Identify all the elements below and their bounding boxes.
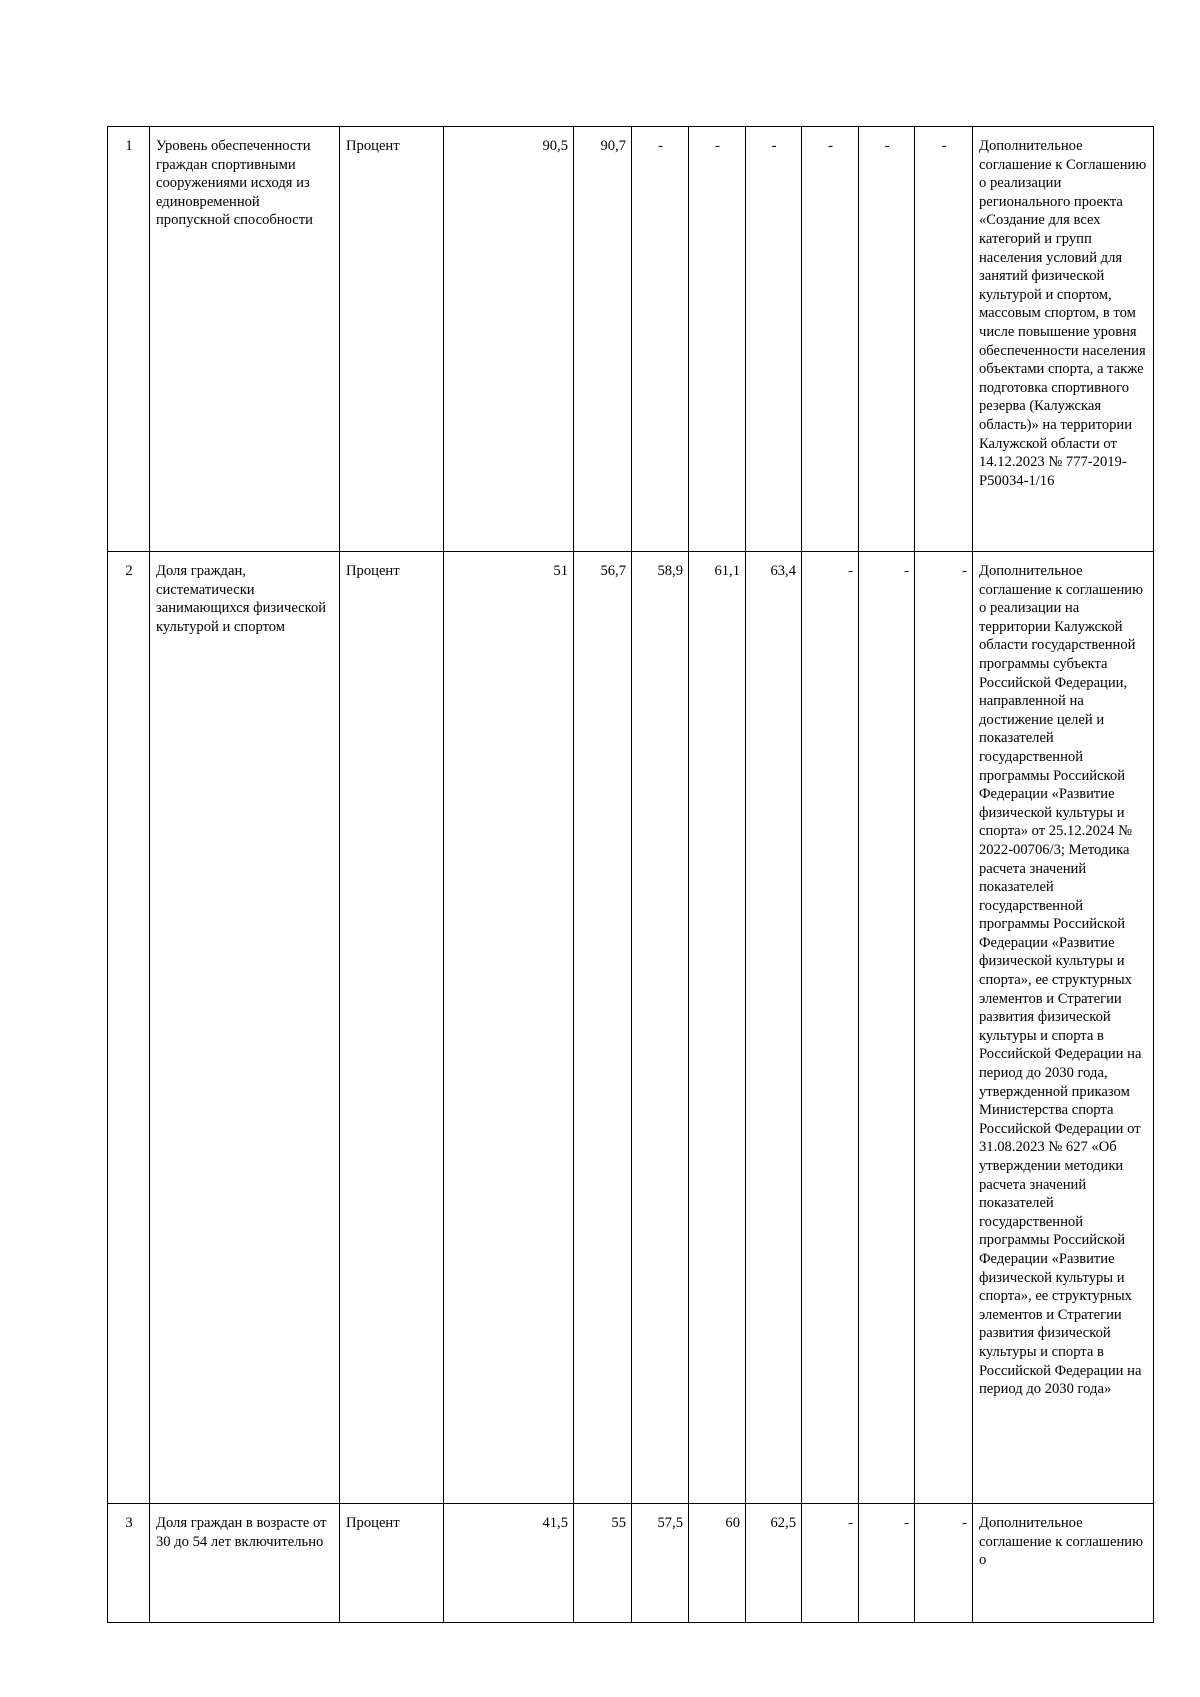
value-cell: - [746, 127, 802, 552]
value-cell: - [915, 1504, 973, 1623]
value-cell: 60 [689, 1504, 746, 1623]
unit-cell: Процент [340, 1504, 444, 1623]
value-cell: 90,5 [444, 127, 574, 552]
value-cell: 57,5 [632, 1504, 689, 1623]
value-cell: - [915, 127, 973, 552]
source-document: Дополнительное соглашение к Соглашению о реализации регионального проекта «Создание для всех категорий и групп населения условий для занятий физической культурой и спортом, массовым спортом, в том числе повышение уровня обеспеченности населения объектами спорта, а также подготовка спортивного резерва (Калужская область)» на территории Калужской области от 14.12.2023 № 777-2019-P50034-1/16 [973, 127, 1154, 552]
value-cell: 61,1 [689, 552, 746, 1504]
unit-cell: Процент [340, 552, 444, 1504]
row-number: 1 [108, 127, 150, 552]
indicators-table [107, 126, 1154, 1623]
row-number: 2 [108, 552, 150, 1504]
unit-cell: Процент [340, 127, 444, 552]
table-row [108, 552, 1154, 1504]
value-cell: - [859, 1504, 915, 1623]
value-cell: 58,9 [632, 552, 689, 1504]
value-cell: - [632, 127, 689, 552]
value-cell: 90,7 [574, 127, 632, 552]
source-document: Дополнительное соглашение к соглашению о [973, 1504, 1154, 1623]
indicator-name: Доля граждан, систематически занимающихся физической культурой и спортом [150, 552, 340, 1504]
table-row [108, 127, 1154, 552]
indicator-name: Уровень обеспеченности граждан спортивными сооружениями исходя из единовременной пропускной способности [150, 127, 340, 552]
indicator-name: Доля граждан в возрасте от 30 до 54 лет включительно [150, 1504, 340, 1623]
value-cell: 41,5 [444, 1504, 574, 1623]
value-cell: - [859, 552, 915, 1504]
value-cell: - [802, 127, 859, 552]
value-cell: - [802, 552, 859, 1504]
value-cell: 55 [574, 1504, 632, 1623]
value-cell: 56,7 [574, 552, 632, 1504]
value-cell: 63,4 [746, 552, 802, 1504]
value-cell: - [915, 552, 973, 1504]
row-number: 3 [108, 1504, 150, 1623]
value-cell: - [802, 1504, 859, 1623]
value-cell: 51 [444, 552, 574, 1504]
table-row [108, 1504, 1154, 1623]
value-cell: 62,5 [746, 1504, 802, 1623]
value-cell: - [859, 127, 915, 552]
source-document: Дополнительное соглашение к соглашению о реализации на территории Калужской области государственной программы субъекта Российской Федерации, направленной на достижение целей и показателей государственной программы Российской Федерации «Развитие физической культуры и спорта» от 25.12.2024 № 2022-00706/3; Методика расчета значений показателей государственной программы Российской Федерации «Развитие физической культуры и спорта», ее структурных элементов и Стратегии развития физической культуры и спорта в Российской Федерации на период до 2030 года, утвержденной приказом Министерства спорта Российской Федерации от 31.08.2023 № 627 «Об утверждении методики расчета значений показателей государственной программы Российской Федерации «Развитие физической культуры и спорта», ее структурных элементов и Стратегии развития физической культуры и спорта в Российской Федерации на период до 2030 года» [973, 552, 1154, 1504]
value-cell: - [689, 127, 746, 552]
